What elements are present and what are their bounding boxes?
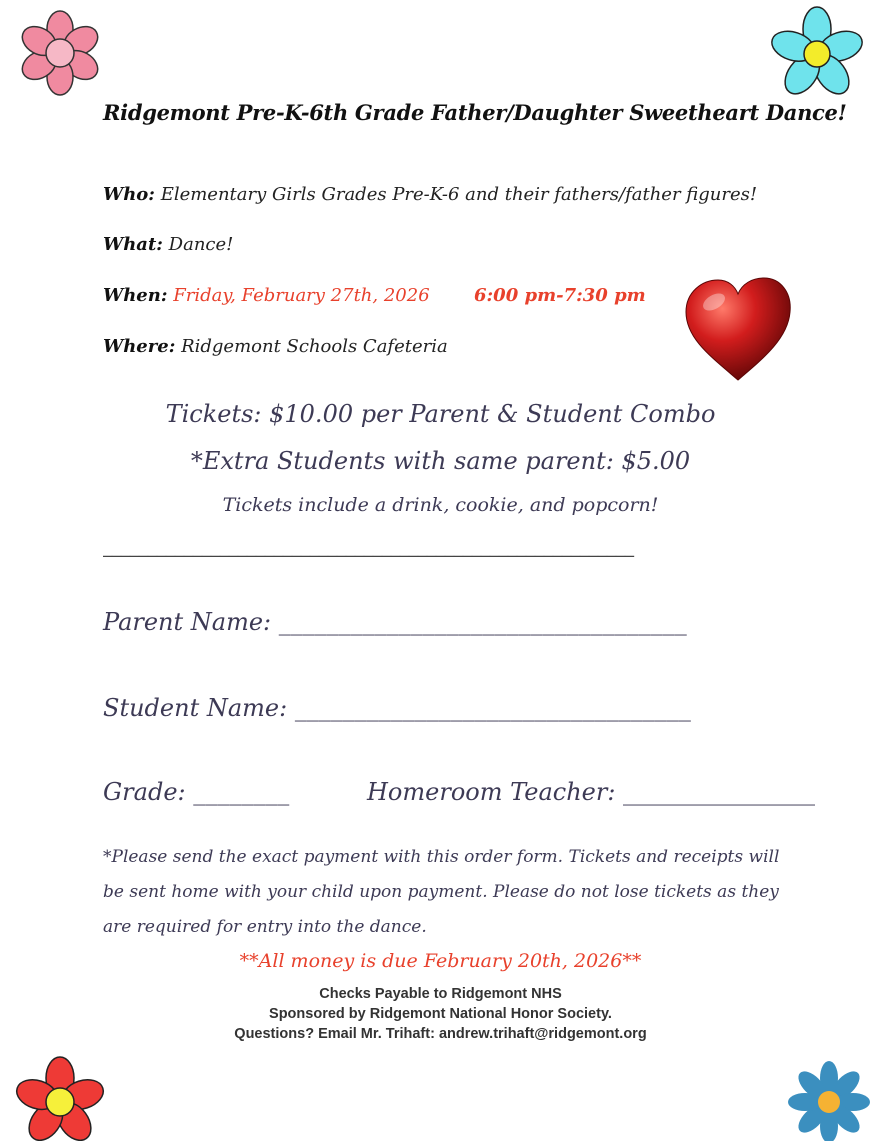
blue-flower-icon [765,4,865,110]
homeroom-teacher-field: Homeroom Teacher: ________________ [367,778,816,806]
sponsor-line: Sponsored by Ridgemont National Honor Society. [269,1006,612,1022]
tickets-include: Tickets include a drink, cookie, and popcorn! [222,494,659,516]
heart-icon [680,276,795,386]
tickets-price: Tickets: $10.00 per Parent & Student Combo [165,400,716,428]
cut-line-divider: ___________________________________________________________ [103,537,634,558]
grade-field: Grade: ________ [103,778,290,806]
when-label: When: [103,285,168,306]
where-row [103,336,448,357]
when-date: Friday, February 27th, 2026 [173,285,430,306]
who-row [103,184,757,205]
red-flower-icon [8,1052,112,1141]
what-label: What: [103,234,163,255]
contact-email: Questions? Email Mr. Trihaft: andrew.trihaft@ridgemont.org [234,1026,647,1042]
pink-flower-icon [12,8,108,98]
checks-payable: Checks Payable to Ridgemont NHS [319,986,562,1002]
what-value: Dance! [168,234,234,255]
who-value: Elementary Girls Grades Pre-K-6 and their fathers/father figures! [160,184,758,205]
student-name-field: Student Name: _________________________________ [103,694,691,722]
teal-flower-icon [784,1056,874,1141]
where-label: Where: [103,336,176,357]
where-value: Ridgemont Schools Cafeteria [181,336,448,357]
payment-note: *Please send the exact payment with this order form. Tickets and receipts will be sent home with your child upon payment. Please do not lose tickets as they are required for entry into the dance. [103,847,780,937]
page-title: Ridgemont Pre-K-6th Grade Father/Daughter Sweetheart Dance! [103,100,847,125]
extra-students-price: *Extra Students with same parent: $5.00 [190,447,691,475]
payment-due-date: **All money is due February 20th, 2026** [239,950,642,972]
who-label: Who: [103,184,155,205]
parent-name-field: Parent Name: __________________________________ [103,608,687,636]
what-row [103,234,233,255]
when-row [103,285,430,306]
when-time: 6:00 pm-7:30 pm [474,285,646,306]
